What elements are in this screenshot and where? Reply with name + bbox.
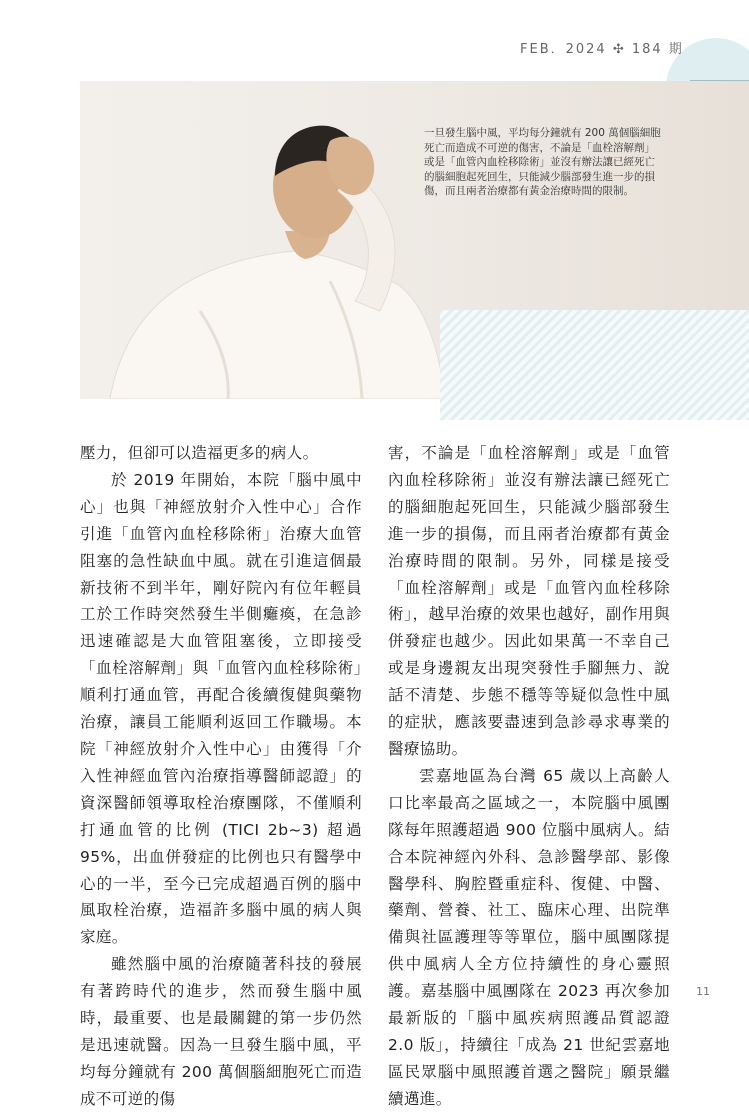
paragraph: 壓力，但卻可以造福更多的病人。 — [80, 444, 319, 462]
paragraph: 於 2019 年開始，本院「腦中風中心」也與「神經放射介入性中心」合作引進「血管內血栓移除術」治療大血管阻塞的急性缺血中風。就在引進這個最新技術不到半年，剛好院內有位年輕員工於工作時突然發生半側癱瘓，在急診迅速確認是大血管阻塞後，立即接受「血栓溶解劑」與「血管內血栓移除術」順利打通血管，再配合後續復健與藥物治療，讓員工能順利返回工作職場。本院「神經放射介入性中心」由獲得「介入性神經血管內治療指導醫師認證」的資深醫師領導取栓治療團隊，不僅順利打通血管的比例 (TICI 2b~3) 超過 95%，出血併發症的比例也只有醫學中心的一半，至今已完成超過百例的腦中風取栓治療，造福許多腦中風的病人與家庭。 — [80, 470, 362, 947]
page-number: 11 — [696, 985, 710, 998]
photo-caption — [410, 126, 665, 199]
paragraph: 害，不論是「血栓溶解劑」或是「血管內血栓移除術」並沒有辦法讓已經死亡的腦細胞起死回生，只能減少腦部發生進一步的損傷，而且兩者治療都有黃金治療時間的限制。另外，同樣是接受「血栓溶解劑」或是「血管內血栓移除術」，越早治療的效果也越好，副作用與併發症也越少。因此如果萬一不幸自己或是身邊親友出現突發性手腳無力、說話不清楚、步態不穩等等疑似急性中風的症狀，應該要盡速到急診尋求專業的醫療協助。 — [388, 444, 670, 758]
article-column-left — [80, 440, 362, 1113]
decorative-stripes — [440, 310, 749, 420]
paragraph: 雲嘉地區為台灣 65 歲以上高齡人口比率最高之區域之一，本院腦中風團隊每年照護超過 900 位腦中風病人。結合本院神經內外科、急診醫學部、影像醫學科、胸腔暨重症科、復健、中醫、藥劑、營養、社工、臨床心理、出院準備與社區護理等等單位，腦中風團隊提供中風病人全方位持續性的身心靈照護。嘉基腦中風團隊在 2023 再次參加最新版的「腦中風疾病照護品質認證 2.0 版」，持續往「成為 21 世紀雲嘉地區民眾腦中風照護首選之醫院」願景繼續邁進。 — [388, 766, 670, 1108]
photo-caption-text: 一旦發生腦中風，平均每分鐘就有 200 萬個腦細胞死亡而造成不可逆的傷害，不論是「血栓溶解劑」或是「血管內血栓移除術」並沒有辦法讓已經死亡的腦細胞起死回生，只能減少腦部發生進一步的損傷，而且兩者治療都有黃金治療時間的限制。 — [424, 127, 661, 197]
paragraph: 雖然腦中風的治療隨著科技的發展有著跨時代的進步，然而發生腦中風時，最重要、也是最關鍵的第一步仍然是迅速就醫。因為一旦發生腦中風，平均每分鐘就有 200 萬個腦細胞死亡而造成不可逆的傷 — [80, 955, 362, 1108]
article-column-right — [388, 440, 670, 1113]
issue-label: FEB．2024 ✣ 184 期 — [520, 42, 684, 57]
